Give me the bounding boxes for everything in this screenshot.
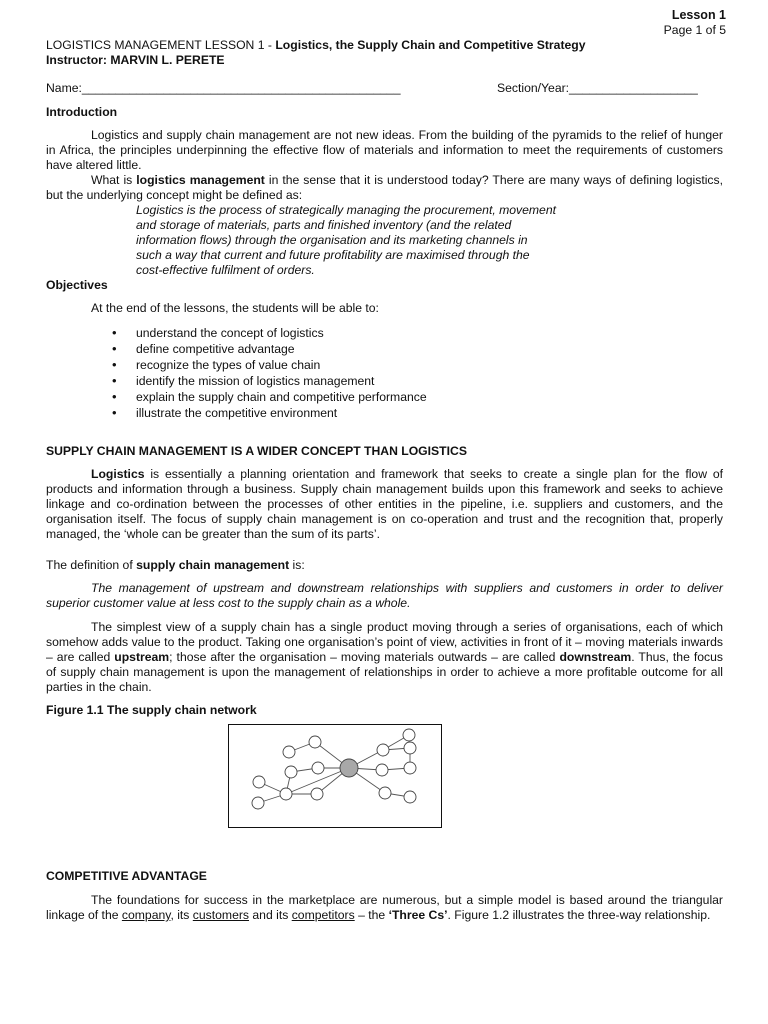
network-node: [283, 746, 295, 758]
scm-definition-quote: The management of upstream and downstream relationships with suppliers and customers in order to deliver superior customer value at less cost to the supply chain as a whole.: [46, 581, 723, 610]
network-node: [404, 762, 416, 774]
competitors-term: competitors: [291, 908, 355, 922]
network-node: [309, 736, 321, 748]
scm-paragraph-3: The simplest view of a supply chain has a single product moving through a series of organisations, each of which somehow adds value to the product. Taking one organisation’s point of view, activities in front of it – moving materials inwards – are called upstream; those after the organisation – moving materials outwards – are called downstream. Thus, the focus of supply chain management is upon the management of relationships in order to achieve a more profitable outcome for all parties in the chain.: [46, 620, 723, 694]
network-node: [280, 788, 292, 800]
focal-organisation-node: [340, 759, 358, 777]
network-node: [376, 764, 388, 776]
competitive-advantage-heading: COMPETITIVE ADVANTAGE: [46, 869, 207, 883]
scm-definition-intro: The definition of supply chain management is:: [46, 558, 305, 572]
network-node: [403, 729, 415, 741]
objective-item: • identify the mission of logistics management: [110, 373, 427, 389]
introduction-heading: Introduction: [46, 105, 118, 119]
name-field[interactable]: Name:_______________________________________________: [46, 81, 401, 95]
supply-chain-network-figure: [228, 724, 442, 828]
supply-chain-network-diagram: [229, 725, 441, 827]
objectives-intro: At the end of the lessons, the students will be able to:: [91, 301, 379, 315]
course-prefix: LOGISTICS MANAGEMENT LESSON 1 -: [46, 38, 276, 52]
introduction-paragraph-1: Logistics and supply chain management are not new ideas. From the building of the pyramids to the relief of hunger in Africa, the principles underpinning the effective flow of materials and information to meet the requirements of customers have altered little.: [46, 128, 723, 172]
objectives-list: [110, 325, 427, 421]
introduction-paragraph-2: What is logistics management in the sense that it is understood today? There are many ways of defining logistics, but the underlying concept might be defined as:: [46, 173, 723, 202]
course-subtitle: Logistics, the Supply Chain and Competitive Strategy: [275, 38, 586, 52]
course-title: [46, 38, 586, 53]
network-node: [312, 762, 324, 774]
network-node: [253, 776, 265, 788]
figure-caption: Figure 1.1 The supply chain network: [46, 703, 257, 717]
competitive-advantage-paragraph: The foundations for success in the marketplace are numerous, but a simple model is based around the triangular linkage of the company, its customers and its competitors – the ‘Three Cs’. Figure 1.2 illustrates the three-way relationship.: [46, 893, 723, 922]
section-field[interactable]: Section/Year:___________________: [497, 81, 698, 95]
network-node: [311, 788, 323, 800]
scm-paragraph-1: Logistics is essentially a planning orientation and framework that seeks to create a single plan for the flow of products and information through a business. Supply chain management builds upon this framework and seeks to achieve linkage and co-ordination between the processes of other entities in the pipeline, i.e. suppliers and customers, and the organisation itself. The focus of supply chain management is on co-operation and trust and the recognition that, properly managed, the ‘whole can be greater than the sum of its parts’.: [46, 467, 723, 541]
network-node: [377, 744, 389, 756]
instructor: Instructor: MARVIN L. PERETE: [46, 53, 225, 67]
network-node: [404, 791, 416, 803]
upstream-term: upstream: [114, 650, 170, 664]
objective-item: • define competitive advantage: [110, 341, 427, 357]
lesson-label: Lesson 1: [671, 8, 726, 22]
scm-heading: SUPPLY CHAIN MANAGEMENT IS A WIDER CONCEPT THAN LOGISTICS: [46, 444, 467, 458]
objectives-heading: Objectives: [46, 278, 108, 292]
three-cs-term: ‘Three Cs’: [388, 908, 448, 922]
objective-item: • recognize the types of value chain: [110, 357, 427, 373]
company-term: company: [121, 908, 171, 922]
logistics-management-term: logistics management: [136, 173, 265, 187]
objective-item: • illustrate the competitive environment: [110, 405, 427, 421]
objective-item: • explain the supply chain and competitive performance: [110, 389, 427, 405]
network-node: [252, 797, 264, 809]
objective-item: • understand the concept of logistics: [110, 325, 427, 341]
logistics-definition-quote: Logistics is the process of strategically managing the procurement, movement and storage of materials, parts and finished inventory (and the related information flows) through the organisation and its marketing channels in such a way that current and future profitability are maximised through the cost-effective fulfilment of orders.: [136, 203, 556, 277]
network-node: [404, 742, 416, 754]
network-node: [379, 787, 391, 799]
network-node: [285, 766, 297, 778]
downstream-term: downstream: [559, 650, 632, 664]
page-indicator: Page 1 of 5: [663, 23, 726, 37]
customers-term: customers: [192, 908, 250, 922]
